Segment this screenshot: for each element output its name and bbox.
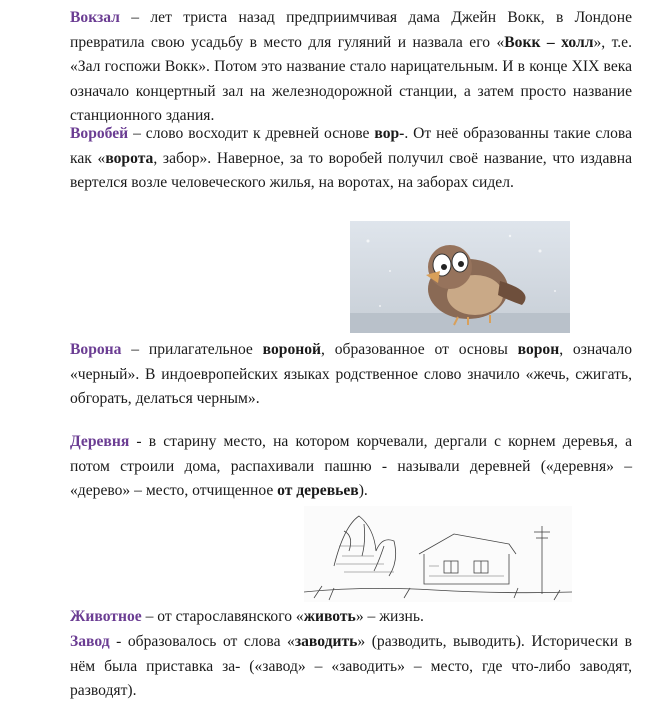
paragraph-vokzal: Вокзал – лет триста назад предприимчивая дама Джейн Вокк, в Лондоне превратила свою усадьбу в место для гуляний и назвала его «Вокк – холл», т.е. «Зал госпожи Вокк». Потом это название стало нарицательным. И в конце XIX века означало концертный зал на железнодорожной станции, а затем просто название станционного здания. bbox=[70, 9, 632, 124]
term-derevnya: Деревня bbox=[70, 433, 130, 450]
paragraph-vorona: Ворона – прилагательное вороной, образованное от основы ворон, означало «черный». В индоевропейских языках родственное слово значило «жечь, сжигать, обгорать, делаться черным». bbox=[70, 341, 633, 407]
term-vorona: Ворона bbox=[70, 341, 122, 358]
term-vokzal: Вокзал bbox=[70, 9, 120, 26]
paragraph-vorobey: Воробей – слово восходит к древней основе вор-. От неё образованны такие слова как «ворота, забор». Наверное, за то воробей получил своё название, что издавна вертелся возле человеческого жилья, на воротах, на заборах сидел. bbox=[70, 125, 632, 191]
sparrow-illustration bbox=[350, 221, 570, 333]
paragraph-zavod: Завод - образовалось от слова «заводить» (разводить, выводить). Исторически в нём была приставка за- («завод» – «заводить» – место, где что-либо заводят, разводят). bbox=[70, 633, 632, 699]
paragraph-zhivotnoe: Животное – от старославянского «животь» – жизнь. bbox=[70, 608, 424, 625]
term-zavod: Завод bbox=[70, 633, 110, 650]
term-vorobey: Воробей bbox=[70, 125, 129, 142]
paragraph-derevnya: Деревня - в старину место, на котором корчевали, дергали с корнем деревья, а потом строили дома, распахивали пашню - называли деревней («деревня» – «дерево» – место, отчищенное от деревьев). bbox=[70, 433, 632, 499]
term-zhivotnoe: Животное bbox=[70, 608, 142, 625]
sparrow-image bbox=[350, 221, 570, 333]
village-sketch bbox=[304, 506, 572, 602]
village-image bbox=[304, 506, 572, 602]
